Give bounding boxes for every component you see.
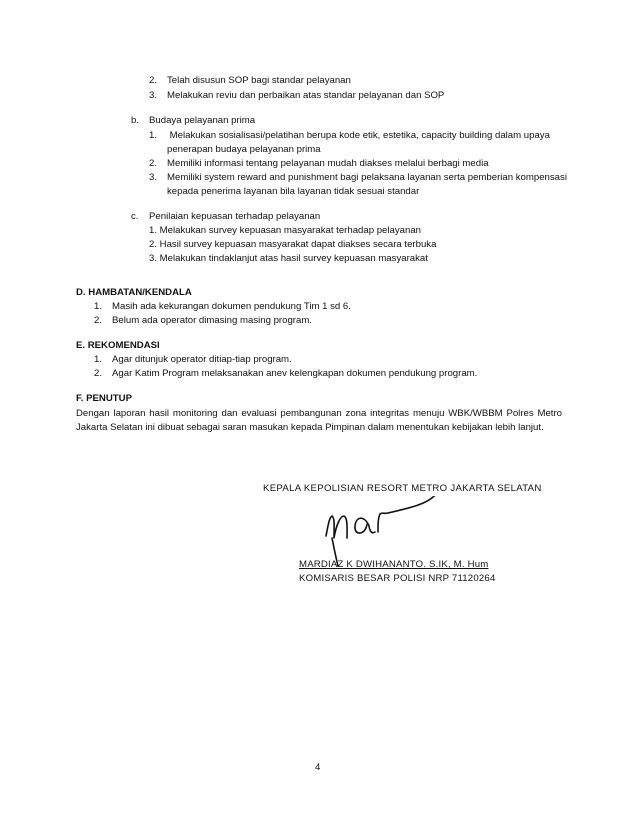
- signature-mark: [320, 496, 440, 568]
- signatory-rank: KOMISARIS BESAR POLISI NRP 71120264: [299, 573, 496, 584]
- list-item-continuation: kepada penerima layanan bila layanan tidak sesuai standar: [167, 186, 420, 197]
- list-item: 2. Belum ada operator dimasing masing program.: [94, 315, 312, 326]
- list-item: 1. Agar ditunjuk operator ditiap-tiap program.: [94, 354, 292, 365]
- section-d-heading: D. HAMBATAN/KENDALA: [76, 287, 192, 298]
- signatory-name: MARDIAZ K DWIHANANTO. S.IK, M. Hum: [299, 559, 489, 570]
- section-f-heading: F. PENUTUP: [76, 393, 132, 404]
- list-item: 2. Agar Katim Program melaksanakan anev kelengkapan dokumen pendukung program.: [94, 368, 478, 379]
- list-item: 3. Melakukan tindaklanjut atas hasil survey kepuasan masyarakat: [149, 253, 428, 264]
- list-item: 2. Memiliki informasi tentang pelayanan mudah diakses melalui berbagi media: [149, 158, 489, 169]
- list-item: 2. Telah disusun SOP bagi standar pelayanan: [149, 75, 351, 86]
- list-item: 2. Hasil survey kepuasan masyarakat dapat diakses secara terbuka: [149, 239, 437, 250]
- list-item: 3. Memiliki system reward and punishment bagi pelaksana layanan serta pemberian kompensasi: [149, 172, 567, 183]
- subsection-b-title: b. Budaya pelayanan prima: [131, 115, 256, 126]
- section-e-heading: E. REKOMENDASI: [76, 340, 160, 351]
- signatory-title: KEPALA KEPOLISIAN RESORT METRO JAKARTA SELATAN: [263, 483, 542, 494]
- list-item: 1. Melakukan survey kepuasan masyarakat terhadap pelayanan: [149, 225, 421, 236]
- list-item-continuation: penerapan budaya pelayanan prima: [167, 144, 321, 155]
- subsection-c-title: c. Penilaian kepuasan terhadap pelayanan: [131, 211, 321, 222]
- list-item: 1. Melakukan sosialisasi/pelatihan berupa kode etik, estetika, capacity building dalam upaya: [149, 130, 550, 141]
- page-number: 4: [315, 762, 321, 773]
- closing-paragraph: Dengan laporan hasil monitoring dan evaluasi pembangunan zona integritas menuju WBK/WBBM Polres Metro Jakarta Selatan ini dibuat sebagai saran masukan kepada Pimpinan dalam menentukan kebijakan lebih lanjut.: [76, 408, 562, 433]
- list-item: 3. Melakukan reviu dan perbaikan atas standar pelayanan dan SOP: [149, 90, 445, 101]
- list-item: 1. Masih ada kekurangan dokumen pendukung Tim 1 sd 6.: [94, 301, 351, 312]
